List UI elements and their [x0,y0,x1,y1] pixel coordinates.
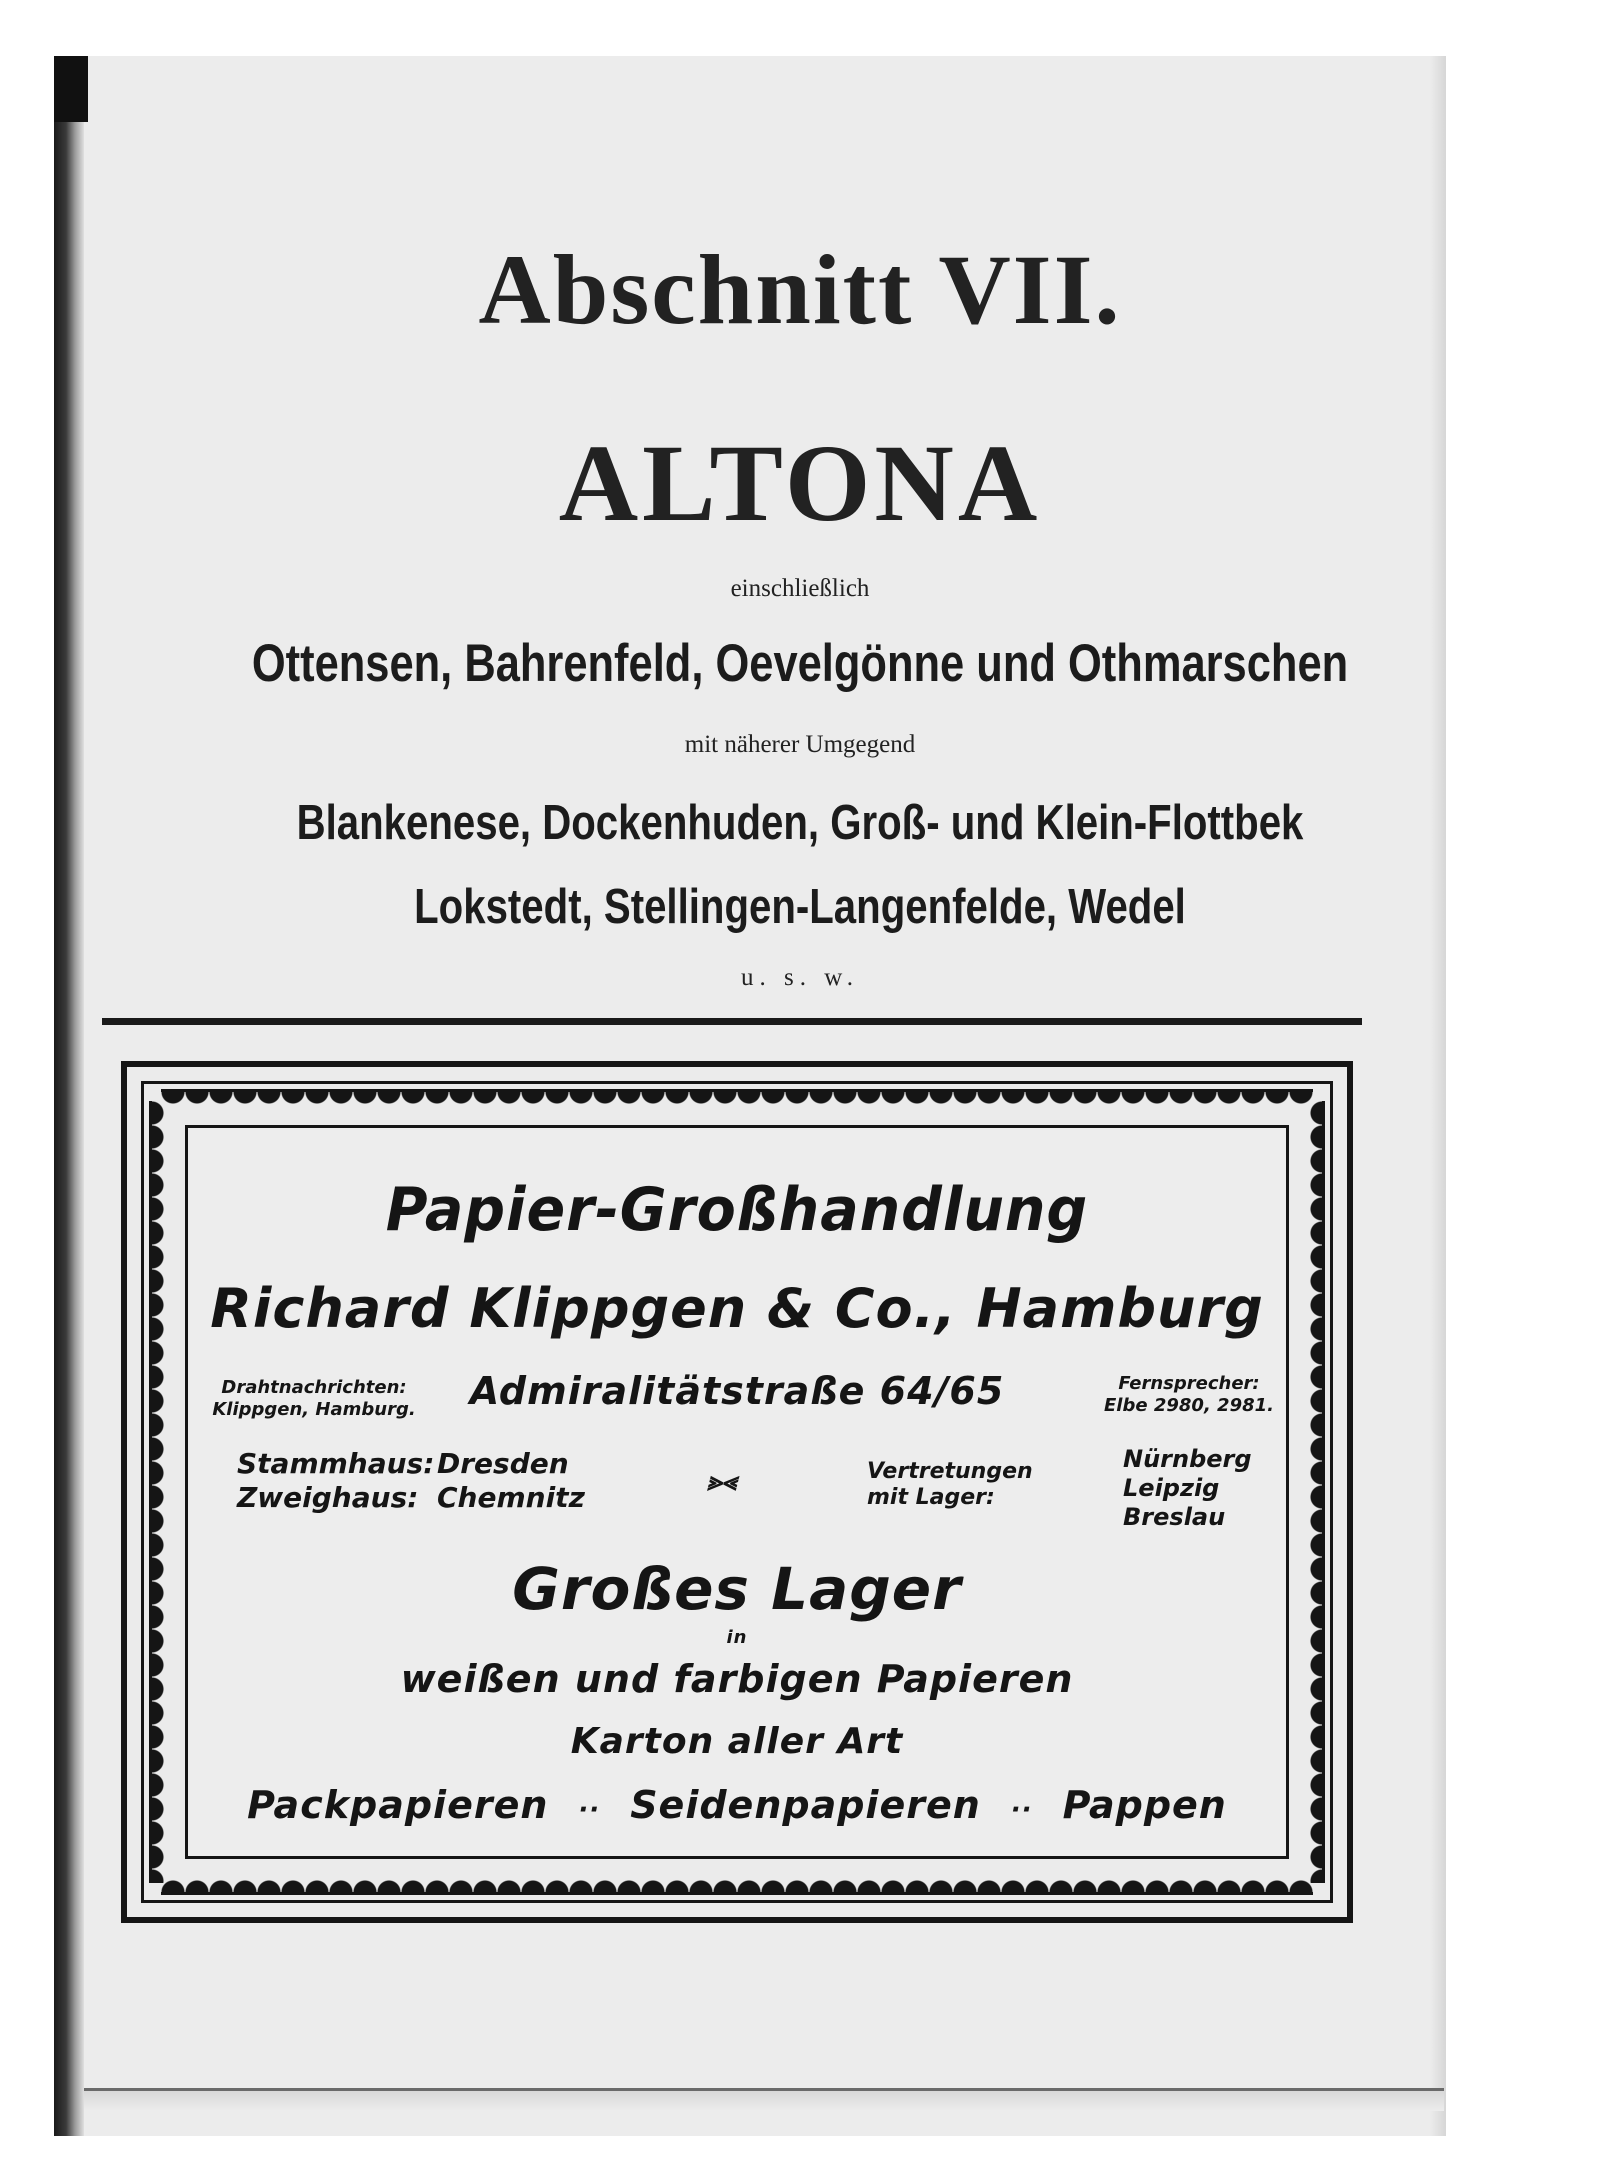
ad-reps-cities [1123,1445,1252,1532]
binding-top-block [54,56,88,122]
ad-telegram-label: Drahtnachrichten: [221,1377,407,1398]
advertisement-box [121,1061,1353,1923]
usw-label: u. s. w. [741,964,859,991]
page-bottom-edge [84,2088,1444,2111]
umgegend-label: mit näherer Umgegend [684,731,916,758]
ad-stock-in: in [726,1627,748,1648]
ad-stock-items [127,1783,1347,1827]
ad-phone-value: Elbe 2980, 2981. [1104,1395,1274,1416]
section-title: Abschnitt VII. [478,234,1122,345]
ad-scallop-top [161,1089,1313,1116]
places-line-2: Blankenese, Dockenhuden, Groß- und Klein-Flottbek [296,796,1304,850]
ad-stock-heading: Großes Lager [512,1555,962,1623]
ad-stock-line-2: Karton aller Art [570,1721,904,1762]
ad-phone [1079,1373,1299,1417]
ad-stock-sep-1: ·· [578,1795,601,1825]
ad-main-house-value: Dresden [437,1447,569,1480]
ad-reps-label [867,1459,1033,1511]
ad-reps-city-1: Nürnberg [1123,1445,1252,1473]
ad-stock-sep-2: ·· [1010,1795,1033,1825]
ad-company: Richard Klippgen & Co., Hamburg [210,1277,1264,1340]
inclusive-label: einschließlich [730,575,870,602]
ad-reps-label-2: mit Lager: [867,1485,995,1510]
ad-telegram-value: Klippgen, Hamburg. [212,1399,416,1420]
city-title: ALTONA [558,422,1042,544]
ad-scallop-bottom [161,1868,1313,1895]
ad-main-house-label: Stammhaus: [237,1447,435,1480]
places-line-1: Ottensen, Bahrenfeld, Oevelgönne und Othmarschen [251,634,1349,693]
ad-branch-label: Zweighaus: [237,1481,419,1514]
ad-reps-label-1: Vertretungen [867,1459,1033,1484]
ad-branch-value: Chemnitz [437,1481,585,1514]
places-line-3: Lokstedt, Stellingen-Langenfelde, Wedel [414,880,1186,934]
ad-stock-item-1: Packpapieren [247,1783,549,1827]
ad-stock-item-3: Pappen [1062,1783,1227,1827]
book-binding [54,56,84,2136]
ad-phone-label: Fernsprecher: [1118,1373,1260,1394]
ad-stock-line-1: weißen und farbigen Papieren [400,1657,1074,1701]
section-divider [102,1018,1362,1025]
ad-reps-city-2: Leipzig [1123,1474,1220,1502]
ad-houses [237,1447,585,1515]
ad-ornament-icon: ⪢⪡ [707,1467,737,1497]
ad-title: Papier-Großhandlung [385,1175,1089,1245]
ad-reps-city-3: Breslau [1123,1503,1226,1531]
page-right-shadow [1430,56,1446,2136]
ad-stock-item-2: Seidenpapieren [630,1783,981,1827]
ad-street: Admiralitätstraße 64/65 [469,1369,1005,1413]
